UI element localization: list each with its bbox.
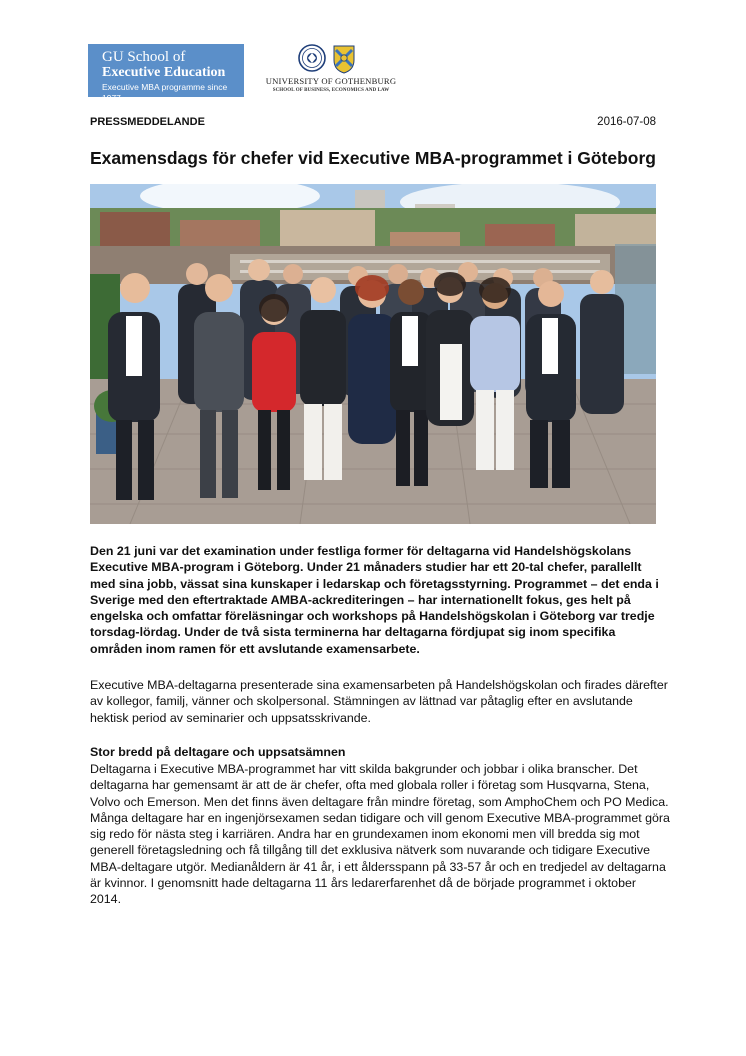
subheading: Stor bredd på deltagare och uppsatsämnen (90, 745, 346, 759)
logo-line1: GU School of (102, 49, 186, 65)
paragraph-3: Deltagarna i Executive MBA-programmet har vitt skilda bakgrunder och jobbar i olika branscher. Det deltagarna har gemensamt är att de är chefer, ofta med globala roller i företag som Husqvarna, Stena, Volvo och Emerson. Men det finns även deltagare från mindre företag, som AmphoChem och PO Medica. Många deltagare har en ingenjörsexamen sedan tidigare och vill genom Executive MBA-programmet göra sig redo för nästa steg i karriären. Andra har en grundexamen inom ekonomi men vill bredda sig mot generell företagsledning och få tillgång till det exklusiva nätverk som nuvarande och tidigare Executive MBA-deltagare utgör. Medianåldern är 41 år, i ett åldersspann på 33-57 år och en tredjedel av deltagarna är kvinnor. I genomsnitt hade deltagarna 11 års ledarerfarenhet då de började programmet i oktober 2014. (90, 762, 670, 907)
logo-line3: Executive MBA programme since 1977 (102, 82, 228, 103)
university-seal-icon (299, 45, 325, 71)
logo-line2: Executive Education (102, 65, 226, 80)
lead-paragraph: Den 21 juni var det examination under festliga former för deltagarna vid Handelshögskolans Executive MBA-program i Göteborg. Under 21 månaders studier har ett 20-tal chefer, parallellt med sina jobb, vässat sina kunskaper i ledarskap och företagsstyrning. Programmet – det enda i Sverige med den eftertraktade AMBA-ackrediteringen – har internationellt fokus, ges helt på engelska och omfattar föreläsningar och workshops på Handelshögskolan i Göteborg var tredje torsdag-lördag. Under de två sista terminerna har deltagarna fördjupat sig inom specifika områden inom ramen för ett avslutande examensarbete. (90, 544, 659, 656)
group-photo (90, 184, 656, 524)
emblems (298, 42, 358, 74)
university-logo (258, 42, 404, 98)
university-name: UNIVERSITY OF GOTHENBURG (265, 76, 397, 86)
paragraph-2: Executive MBA-deltagarna presenterade sina examensarbeten på Handelshögskolan och firades därefter av kollegor, familj, vänner och skolpersonal. Stämningen av lättnad var påtaglig efter en avslutande hektisk period av seminarier och uppsatsskrivande. (90, 678, 668, 725)
school-crest-icon (334, 46, 354, 73)
group-photo-illustration (90, 184, 656, 524)
university-subtitle: SCHOOL OF BUSINESS, ECONOMICS AND LAW (272, 88, 390, 93)
document-kind: PRESSMEDDELANDE (90, 116, 205, 128)
gu-school-logo (88, 44, 244, 103)
page-title: Examensdags för chefer vid Executive MBA-programmet i Göteborg (90, 148, 656, 168)
document-date: 2016-07-08 (597, 116, 656, 128)
